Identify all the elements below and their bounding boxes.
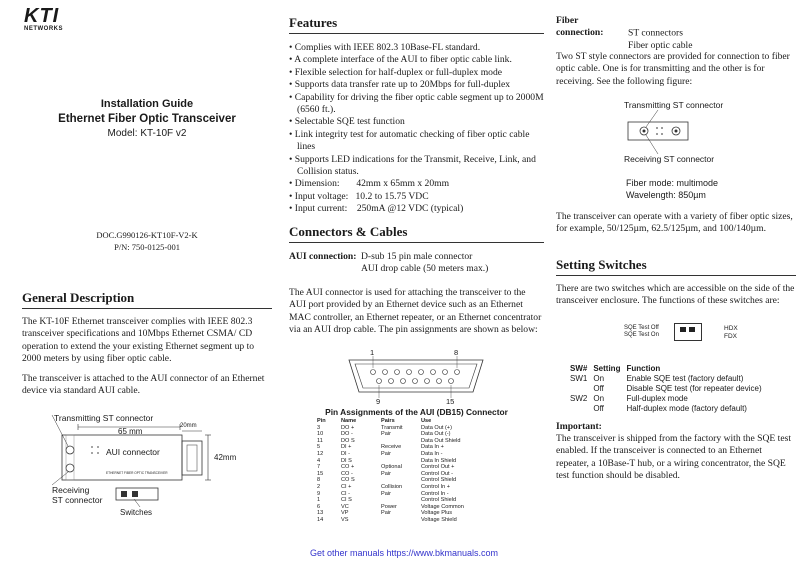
table-cell: VP [341,510,349,517]
table-row [315,497,466,504]
general-para-2: The transceiver is attached to the AUI connector of an Ethernet device via standard AUI cable. [22,373,265,397]
table-cell [379,458,419,465]
table-cell: DI S [341,457,352,464]
pin-15-label: 15 [446,397,455,406]
diagram-receiving-label-1: Receiving [52,485,90,495]
table-cell: 13 [317,510,324,517]
diagram-receiving-label-2: ST connector [52,495,103,505]
cover-title: Ethernet Fiber Optic Transceiver [58,113,236,125]
cover-model: Model: KT-10F v2 [107,128,187,139]
table-cell [570,384,593,394]
dip-switch[interactable] [674,323,702,341]
table-cell: CO S [341,477,355,484]
table-cell: DO S [341,437,355,444]
pin-table-header: Pairs [381,418,395,424]
table-cell [379,438,419,445]
table-cell: CI - [341,490,351,497]
table-cell: CI S [341,497,352,504]
fiber-para-2: The transceiver can operate with a variety of fiber optic sizes, for example, 50/125µm, 62.5/125µm, and 100/140µm. [556,211,793,235]
table-row [315,464,466,471]
pin-table-title: Pin Assignments of the AUI (DB15) Connector [325,407,508,417]
switches-para: There are two switches which are accessible on the side of the transceiver enclosure. The functions of these switches are: [556,283,795,307]
switches-heading: Setting Switches [556,257,796,276]
features-list [289,42,547,216]
table-cell: CO - [341,470,353,477]
table-row [315,491,466,498]
table-cell: Data Out Shield [421,437,461,444]
table-cell: Data Out (+) [421,424,452,431]
switch-table-header: Function [626,364,661,373]
table-row [315,451,466,458]
table-cell: 12 [317,450,324,457]
sqe-off-label: SQE Test Off [624,325,659,331]
table-row [315,425,466,432]
table-row [570,374,768,384]
table-cell: Data In + [421,444,444,451]
table-cell: Power [381,503,397,510]
feature-item: • Dimension: 42mm x 65mm x 20mm [289,178,450,190]
switch-diagram [596,320,786,346]
pin-table-header: Name [341,418,357,424]
aui-para: The AUI connector is used for attaching the transceiver to the AUI port provided by an Ethernet device such as an Ethernet MAC controller, an Ethernet repeater, or an Ethernet concentrator via an AUI drop cable. The pin assignments are shown as below: [289,287,542,336]
table-cell: 5 [317,444,321,451]
kti-logo [24,6,74,38]
diagram-transmitting-label: Transmitting ST connector [54,413,154,423]
table-cell: VS [341,516,349,523]
table-cell: DI - [341,450,351,457]
table-row [315,504,466,511]
fiber-wavelength: Wavelength: 850µm [626,190,706,200]
table-cell: 15 [317,470,324,477]
table-cell: On [593,394,605,403]
logo-sub: NETWORKS [24,26,63,32]
table-row [315,431,466,438]
st-tx-label: Transmitting ST connector [624,100,724,110]
st-connector-diagram [622,98,752,168]
feature-item: • Input voltage: 10.2 to 15.75 VDC [289,190,429,202]
table-row [315,484,466,491]
st-rx-label: Receiving ST connector [624,154,715,164]
table-cell: Control Out + [421,464,455,471]
table-cell: DO - [341,431,353,438]
table-cell [379,517,419,524]
table-cell: Pair [381,431,391,438]
table-cell: Receive [381,444,402,451]
table-cell: Control Out - [421,470,454,477]
feature-item: • A complete interface of the AUI to fiber optic cable link. [289,54,512,66]
feature-item: • Link integrity test for automatic checking of fiber optic cable lines [289,128,532,153]
aui-connection-line1: D-sub 15 pin male connector [361,251,473,262]
cover-heading: Installation Guide [100,98,194,110]
table-cell: 11 [317,437,323,444]
table-cell: 9 [317,490,321,497]
feature-item: • Selectable SQE test function [289,116,405,128]
diagram-switches-label: Switches [120,508,153,517]
table-row [570,384,768,394]
feature-item: • Flexible selection for half-duplex or full-duplex mode [289,66,503,78]
feature-item: • Complies with IEEE 802.3 10Base-FL standard. [289,42,481,53]
diagram-body-text: ETHERNET FIBER OPTIC TRANSCEIVER [106,471,168,475]
feature-item: • Supports data transfer rate up to 20Mbps for full-duplex [289,79,511,91]
general-para-1: The KT-10F Ethernet transceiver complies with IEEE 802.3 transceiver specifications and 10Mbps Ethernet CSMA/ CD operation to extend the your existing Ethernet segment up to 2000 meters by using fiber optic cable. [22,316,255,365]
pin-1-label: 1 [370,348,375,357]
table-cell: DO + [341,424,355,431]
sqe-on-label: SQE Test On [624,332,659,338]
db15-diagram [341,348,491,406]
aui-connection [289,251,544,276]
table-cell: Voltage Common [421,503,464,510]
table-cell: CI + [341,483,352,490]
fiber-para: Two ST style connectors are provided for connection to fiber optic cable. One is for transmitting and the other is for receiving. See the following figure: [556,51,790,87]
table-cell: 4 [317,457,321,464]
dip-switch-1[interactable] [680,327,686,332]
table-cell: Disable SQE test (for repeater device) [626,384,762,393]
footer-link[interactable]: Get other manuals https://www.bkmanuals.com [309,548,499,558]
aui-connection-label: AUI connection: [289,251,357,262]
doc-number: DOC.G990126-KT10F-V2-K [96,230,198,240]
table-row [315,517,466,524]
table-cell: Data In Shield [421,457,457,464]
table-cell: Transmit [381,424,403,431]
table-cell: Control In + [421,483,451,490]
table-cell [379,477,419,484]
table-cell: VC [341,503,349,510]
switch-table [570,364,768,414]
important-label: Important: [556,421,602,432]
table-cell [379,497,419,504]
general-heading: General Description [22,290,272,309]
table-row [315,438,466,445]
feature-item: • Input current: 250mA @12 VDC (typical) [289,203,464,215]
hdx-label: HDX [724,325,738,332]
fiber-connection-label: Fiber connection: [556,15,604,39]
db15-connector-svg [341,348,491,406]
fiber-line2: Fiber optic cable [628,39,693,51]
diagram-aui-label: AUI connector [106,447,160,457]
table-cell: 6 [317,503,321,510]
aui-connection-line2: AUI drop cable (50 meters max.) [361,263,489,275]
part-number: P/N: 750-0125-001 [114,242,180,252]
table-cell: 8 [317,477,321,484]
table-cell: Pair [381,470,391,477]
pin-table-header: Pin [317,418,326,424]
table-cell: Data Out (-) [421,431,451,438]
features-heading: Features [289,15,544,34]
table-cell: 3 [317,424,321,431]
table-cell: Collision [381,483,403,490]
table-cell: Optional [381,464,402,471]
device-diagram [22,405,272,520]
diagram-dim-42: 42mm [214,453,237,462]
pin-8-label: 8 [454,348,459,357]
table-cell [570,404,593,414]
table-cell: SW1 [570,374,588,383]
fiber-line1: ST connectors [628,27,683,39]
fiber-connection [556,15,796,52]
table-cell: Voltage Plus [421,510,453,517]
table-cell: Data In - [421,450,443,457]
table-row [315,471,466,478]
table-row [315,510,466,517]
table-cell: 14 [317,516,324,523]
table-cell: Control Shield [421,497,457,504]
table-cell: Control In - [421,490,449,497]
important-text: The transceiver is shipped from the factory with the SQE test enabled. If the transceiver is connected to an Ethernet repeater, a 10Base-T hub, or a wiring concentrator, the SQE test function should be disabled. [556,433,791,482]
table-cell: 7 [317,464,321,471]
table-cell: CO + [341,464,355,471]
connectors-heading: Connectors & Cables [289,224,544,243]
pin-table-header: Use [421,418,432,424]
dip-switch-2[interactable] [689,327,695,332]
pin-9-label: 9 [376,397,381,406]
fiber-mode: Fiber mode: multimode [626,178,719,188]
feature-item: • Capability for driving the fiber optic cable segment up to 2000M (6560 ft.). [289,91,547,116]
table-cell: DI + [341,444,352,451]
table-cell: Voltage Shield [421,516,457,523]
diagram-dim-65: 65 mm [118,427,143,436]
feature-item: • Supports LED indications for the Transmit, Receive, Link, and Collision status. [289,153,539,178]
fdx-label: FDX [724,333,737,340]
table-cell: SW2 [570,394,588,403]
switch-table-header: SW# [570,364,588,373]
table-row [570,394,768,404]
table-cell: 2 [317,483,321,490]
pin-table [315,418,466,524]
table-cell: Control Shield [421,477,457,484]
table-row [315,444,466,451]
table-cell: Pair [381,450,391,457]
switch-table-header: Setting [593,364,621,373]
logo-brand: KTI [24,5,60,27]
table-row [570,404,768,414]
table-row [315,458,466,465]
table-row [315,477,466,484]
table-cell: On [593,374,605,383]
table-cell: Pair [381,490,391,497]
table-cell: 1 [317,497,321,504]
table-cell: Pair [381,510,391,517]
table-cell: Off [593,384,604,393]
table-cell: Full-duplex mode [626,394,688,403]
table-cell: 10 [317,431,324,438]
table-cell: Half-duplex mode (factory default) [626,404,747,413]
table-cell: Enable SQE test (factory default) [626,374,744,383]
table-cell: Off [593,404,604,413]
diagram-dim-20: 20mm [180,423,197,429]
